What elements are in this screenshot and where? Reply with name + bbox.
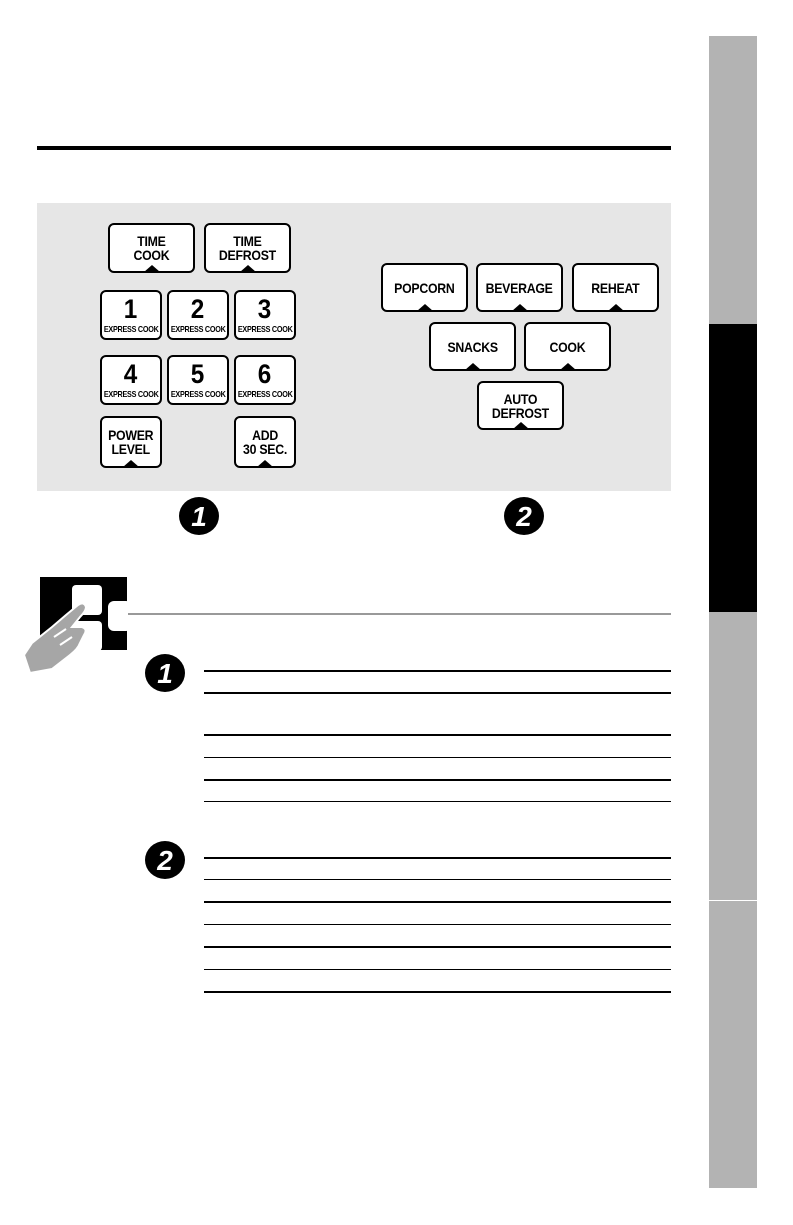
- snacks-button[interactable]: SNACKS: [429, 322, 516, 371]
- table-2-top-rule: [204, 857, 671, 859]
- arrow-up-icon: [512, 304, 528, 311]
- step-2-marker: [143, 838, 187, 882]
- reheat-button[interactable]: REHEAT: [572, 263, 659, 312]
- keypad-5-button[interactable]: 5 EXPRESS COOK: [167, 355, 229, 405]
- keypad-3-button[interactable]: 3 EXPRESS COOK: [234, 290, 296, 340]
- table-1-top-rule: [204, 670, 671, 672]
- step-1-marker: [143, 651, 187, 695]
- arrow-up-icon: [123, 460, 139, 467]
- table-2-bottom-rule: [204, 991, 671, 993]
- power-level-button[interactable]: POWER LEVEL: [100, 416, 162, 468]
- hand-pressing-button-icon: [22, 577, 132, 677]
- time-cook-button[interactable]: TIME COOK: [108, 223, 195, 273]
- arrow-up-icon: [608, 304, 624, 311]
- svg-text:1: 1: [157, 658, 173, 689]
- table-1-row-rule: [204, 692, 671, 694]
- keypad-4-button[interactable]: 4 EXPRESS COOK: [100, 355, 162, 405]
- side-tab-1: [709, 36, 757, 324]
- table-2-row-rule: [204, 924, 671, 925]
- arrow-up-icon: [513, 422, 529, 429]
- arrow-up-icon: [144, 265, 160, 272]
- arrow-up-icon: [465, 363, 481, 370]
- arrow-up-icon: [560, 363, 576, 370]
- beverage-button[interactable]: BEVERAGE: [476, 263, 563, 312]
- svg-text:1: 1: [191, 501, 207, 532]
- time-defrost-button[interactable]: TIME DEFROST: [204, 223, 291, 273]
- table-2-row-rule: [204, 946, 671, 948]
- step-2-badge: [502, 494, 546, 538]
- auto-defrost-button[interactable]: AUTO DEFROST: [477, 381, 564, 430]
- table-2-row-rule: [204, 879, 671, 880]
- table-1-row-rule: [204, 734, 671, 736]
- table-1-bottom-rule: [204, 801, 671, 802]
- svg-text:2: 2: [157, 845, 173, 876]
- cook-button[interactable]: COOK: [524, 322, 611, 371]
- add-30-sec-button[interactable]: ADD 30 SEC.: [234, 416, 296, 468]
- arrow-up-icon: [257, 460, 273, 467]
- table-2-row-rule: [204, 969, 671, 970]
- arrow-up-icon: [417, 304, 433, 311]
- top-rule: [37, 146, 671, 150]
- keypad-1-button[interactable]: 1 EXPRESS COOK: [100, 290, 162, 340]
- table-1-row-rule: [204, 757, 671, 758]
- table-2-row-rule: [204, 901, 671, 903]
- keypad-6-button[interactable]: 6 EXPRESS COOK: [234, 355, 296, 405]
- side-tab-2-active: [709, 324, 757, 612]
- arrow-up-icon: [240, 265, 256, 272]
- side-tab-4: [709, 901, 757, 1188]
- svg-text:2: 2: [516, 501, 532, 532]
- section-heading-rule: [128, 613, 671, 615]
- keypad-2-button[interactable]: 2 EXPRESS COOK: [167, 290, 229, 340]
- table-1-row-rule: [204, 779, 671, 781]
- side-tab-3: [709, 612, 757, 900]
- step-1-badge: [177, 494, 221, 538]
- popcorn-button[interactable]: POPCORN: [381, 263, 468, 312]
